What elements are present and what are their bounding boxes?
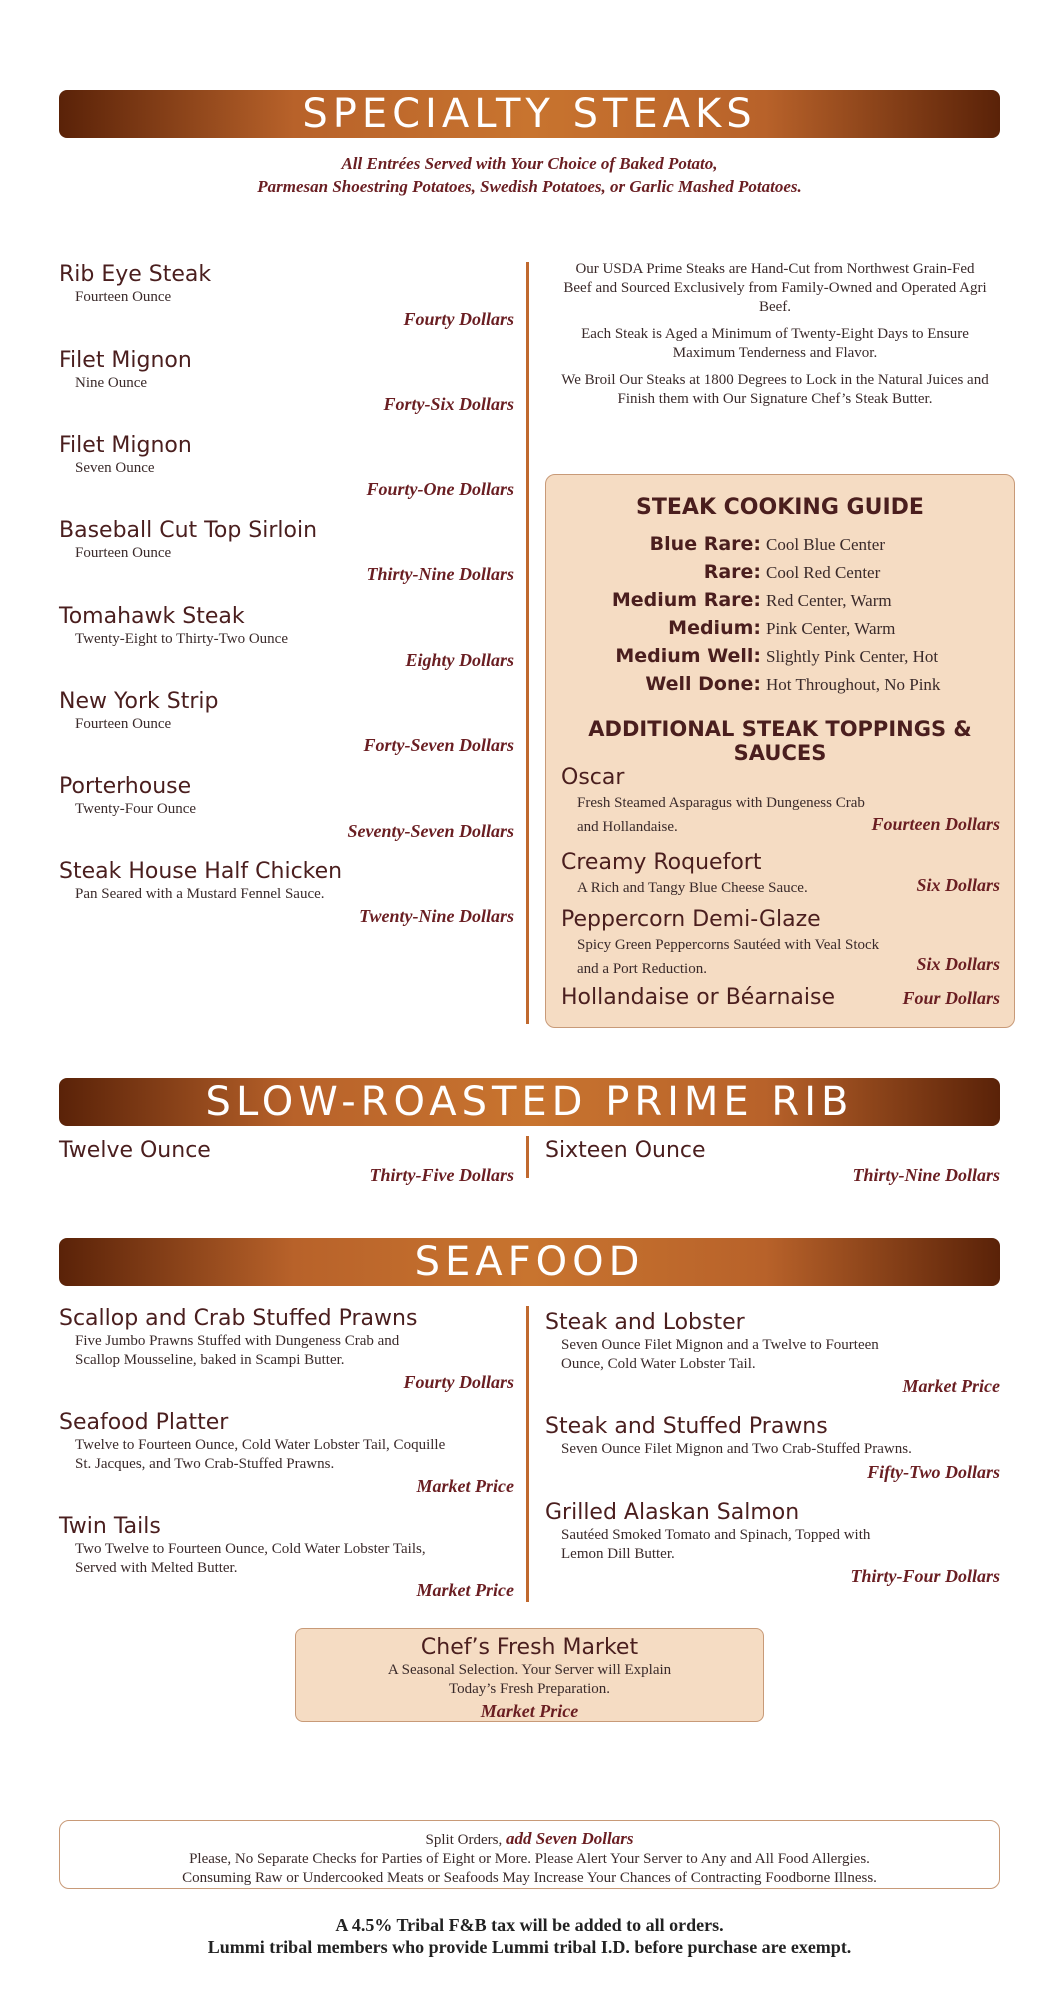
split-orders-price: add Seven Dollars	[505, 1829, 634, 1848]
chef-desc: A Seasonal Selection. Your Server will Explain	[387, 1662, 672, 1678]
seafood-item	[545, 1500, 1000, 1564]
seafood-price: Market Price	[416, 1580, 514, 1600]
intro-paragraph: Our USDA Prime Steaks are Hand-Cut from Northwest Grain-Fed Beef and Sourced Exclusively from Family-Owned and Operated Agri Beef.	[563, 261, 987, 315]
steak-price: Fourty-One Dollars	[366, 479, 514, 499]
steak-name: Filet Mignon	[59, 433, 192, 458]
guide-label: Rare:	[703, 561, 761, 583]
steak-item	[59, 433, 519, 478]
seafood-desc: Twelve to Fourteen Ounce, Cold Water Lobster Tail, Coquille	[75, 1437, 446, 1453]
seafood-name: Steak and Lobster	[545, 1310, 745, 1335]
foodborne-illness-note: Consuming Raw or Undercooked Meats or Seafoods May Increase Your Chances of Contracting Foodborne Illness.	[182, 1870, 877, 1886]
chefs-fresh-market-box	[295, 1628, 764, 1722]
seafood-desc: Five Jumbo Prawns Stuffed with Dungeness Crab and	[75, 1333, 400, 1349]
seafood-desc: Ounce, Cold Water Lobster Tail.	[561, 1356, 756, 1372]
intro-paragraph: Each Steak is Aged a Minimum of Twenty-Eight Days to Ensure Maximum Tenderness and Flavor.	[581, 326, 969, 361]
guide-row	[546, 561, 1014, 589]
chef-desc: Today’s Fresh Preparation.	[448, 1681, 610, 1697]
steak-price: Fourty Dollars	[403, 309, 514, 329]
guide-row	[546, 617, 1014, 645]
guide-desc: Pink Center, Warm	[766, 619, 896, 638]
steak-name: Baseball Cut Top Sirloin	[59, 518, 318, 543]
seafood-price: Fourty Dollars	[403, 1372, 514, 1392]
steak-item	[59, 689, 519, 734]
chef-name: Chef’s Fresh Market	[420, 1635, 639, 1660]
seafood-price: Market Price	[416, 1476, 514, 1496]
steak-item	[59, 348, 519, 393]
seafood-desc: Seven Ounce Filet Mignon and a Twelve to Fourteen	[561, 1337, 879, 1353]
steak-desc: Twenty-Four Ounce	[75, 801, 197, 817]
steak-name: Filet Mignon	[59, 348, 192, 373]
guide-row	[546, 673, 1014, 701]
steak-intro	[560, 260, 990, 417]
sauce-desc: A Rich and Tangy Blue Cheese Sauce.	[577, 880, 808, 896]
steaks-divider	[526, 262, 529, 1024]
seafood-item	[545, 1310, 1000, 1374]
guide-desc: Slightly Pink Center, Hot	[766, 647, 939, 666]
sauce-price: Six Dollars	[916, 875, 1000, 895]
seafood-name: Scallop and Crab Stuffed Prawns	[59, 1306, 418, 1331]
seafood-name: Steak and Stuffed Prawns	[545, 1414, 828, 1439]
prime-rib-price: Thirty-Nine Dollars	[852, 1165, 1000, 1185]
steak-desc: Fourteen Ounce	[75, 289, 172, 305]
guide-desc: Red Center, Warm	[766, 591, 892, 610]
sauce-desc: and Hollandaise.	[577, 819, 678, 835]
separate-checks-note: Please, No Separate Checks for Parties of Eight or More. Please Alert Your Server to Any and All Food Allergies.	[189, 1851, 870, 1867]
guide-label: Medium Rare:	[611, 589, 761, 611]
guide-desc: Hot Throughout, No Pink	[766, 675, 941, 694]
steak-price: Forty-Six Dollars	[383, 394, 514, 414]
guide-label: Medium Well:	[615, 645, 761, 667]
guide-row	[546, 589, 1014, 617]
prime-rib-banner: SLOW-ROASTED PRIME RIB	[59, 1078, 1000, 1126]
steak-item	[59, 774, 519, 819]
seafood-desc: St. Jacques, and Two Crab-Stuffed Prawns.	[75, 1456, 335, 1472]
split-orders-note	[60, 1829, 999, 1850]
steak-desc: Pan Seared with a Mustard Fennel Sauce.	[75, 886, 325, 902]
guide-row	[546, 533, 1014, 561]
steak-price: Twenty-Nine Dollars	[359, 906, 514, 926]
sauce-price: Four Dollars	[902, 988, 1000, 1008]
sauce-name: Creamy Roquefort	[561, 850, 762, 875]
seafood-price: Fifty-Two Dollars	[867, 1462, 1000, 1482]
steak-item	[59, 262, 519, 307]
steak-item	[59, 859, 519, 904]
seafood-price: Thirty-Four Dollars	[850, 1566, 1000, 1586]
guide-desc: Cool Blue Center	[766, 535, 885, 554]
prime-rib-price: Thirty-Five Dollars	[369, 1165, 514, 1185]
guide-label: Blue Rare:	[649, 533, 761, 555]
seafood-desc: Lemon Dill Butter.	[561, 1546, 675, 1562]
steak-price: Eighty Dollars	[405, 650, 514, 670]
prime-rib-name: Twelve Ounce	[59, 1138, 211, 1163]
steak-price: Thirty-Nine Dollars	[366, 564, 514, 584]
guide-label: Medium:	[668, 617, 761, 639]
prime-rib-item	[59, 1138, 211, 1164]
prime-rib-divider	[526, 1136, 529, 1178]
sauce-name: Peppercorn Demi-Glaze	[561, 907, 821, 932]
specialty-steaks-banner: SPECIALTY STEAKS	[59, 90, 1000, 138]
seafood-desc: Two Twelve to Fourteen Ounce, Cold Water Lobster Tails,	[75, 1541, 426, 1557]
steak-desc: Fourteen Ounce	[75, 716, 172, 732]
steak-price: Forty-Seven Dollars	[363, 735, 514, 755]
sauce-price: Six Dollars	[916, 954, 1000, 974]
sauce-desc: and a Port Reduction.	[577, 961, 707, 977]
seafood-item	[59, 1514, 519, 1578]
seafood-name: Twin Tails	[59, 1514, 161, 1539]
sauce-price: Fourteen Dollars	[871, 814, 1000, 834]
steak-name: New York Strip	[59, 689, 219, 714]
steak-item	[59, 604, 519, 649]
seafood-name: Grilled Alaskan Salmon	[545, 1500, 800, 1525]
guide-row	[546, 645, 1014, 673]
intro-paragraph: We Broil Our Steaks at 1800 Degrees to Lock in the Natural Juices and Finish them with Our Signature Chef’s Steak Butter.	[561, 372, 989, 407]
seafood-desc: Seven Ounce Filet Mignon and Two Crab-Stuffed Prawns.	[561, 1441, 912, 1457]
steak-name: Tomahawk Steak	[59, 604, 245, 629]
steak-item	[59, 518, 519, 563]
sauce-name: Hollandaise or Béarnaise	[561, 985, 836, 1010]
steak-desc: Fourteen Ounce	[75, 545, 172, 561]
sauce-desc: Fresh Steamed Asparagus with Dungeness Crab	[577, 795, 865, 811]
seafood-banner: SEAFOOD	[59, 1238, 1000, 1286]
seafood-item	[59, 1306, 519, 1370]
split-orders-label: Split Orders,	[425, 1832, 503, 1848]
steak-name: Rib Eye Steak	[59, 262, 212, 287]
seafood-price: Market Price	[902, 1376, 1000, 1396]
steak-desc: Seven Ounce	[75, 460, 155, 476]
steak-name: Steak House Half Chicken	[59, 859, 343, 884]
seafood-desc: Scallop Mousseline, baked in Scampi Butter.	[75, 1352, 345, 1368]
specialty-subtitle-1: All Entrées Served with Your Choice of Baked Potato,	[341, 154, 718, 173]
steak-desc: Twenty-Eight to Thirty-Two Ounce	[75, 631, 288, 647]
chef-price: Market Price	[480, 1701, 579, 1721]
seafood-item	[59, 1410, 519, 1474]
steak-price: Seventy-Seven Dollars	[347, 821, 514, 841]
steak-cooking-guide	[545, 474, 1015, 1028]
tax-exemption-notice: Lummi tribal members who provide Lummi tribal I.D. before purchase are exempt.	[207, 1937, 852, 1957]
tax-notice: A 4.5% Tribal F&B tax will be added to all orders.	[335, 1915, 724, 1935]
policy-notes-box	[59, 1820, 1000, 1889]
sauce-desc: Spicy Green Peppercorns Sautéed with Veal Stock	[577, 937, 880, 953]
prime-rib-name: Sixteen Ounce	[545, 1138, 706, 1163]
seafood-item	[545, 1414, 1000, 1459]
steak-name: Porterhouse	[59, 774, 192, 799]
seafood-desc: Sautéed Smoked Tomato and Spinach, Topped with	[561, 1527, 871, 1543]
toppings-title: ADDITIONAL STEAK TOPPINGS & SAUCES	[588, 717, 972, 765]
guide-title: STEAK COOKING GUIDE	[636, 495, 924, 520]
prime-rib-item	[545, 1138, 706, 1164]
specialty-subtitle-2: Parmesan Shoestring Potatoes, Swedish Potatoes, or Garlic Mashed Potatoes.	[257, 177, 802, 196]
seafood-desc: Served with Melted Butter.	[75, 1560, 238, 1576]
guide-desc: Cool Red Center	[766, 563, 881, 582]
seafood-name: Seafood Platter	[59, 1410, 229, 1435]
sauce-name: Oscar	[561, 765, 625, 790]
seafood-divider	[526, 1306, 529, 1602]
guide-label: Well Done:	[645, 673, 761, 695]
steak-desc: Nine Ounce	[75, 375, 148, 391]
